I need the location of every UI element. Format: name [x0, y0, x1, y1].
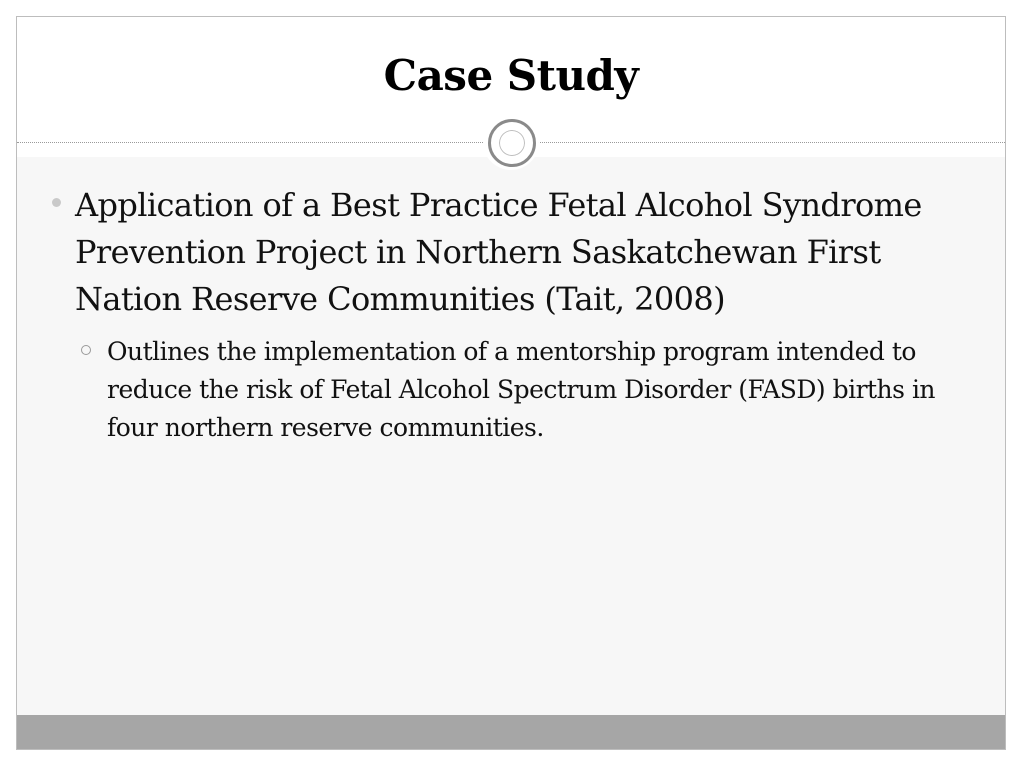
sub-list-item: [47, 333, 987, 447]
ring-inner: [496, 127, 528, 159]
list-item: [47, 182, 987, 323]
ring-outer: [488, 119, 536, 167]
hollow-circle-bullet-icon: [81, 345, 91, 355]
bullet-list: [47, 182, 987, 447]
slide: [16, 16, 1006, 750]
slide-title: Case Study: [383, 51, 639, 100]
bullet-text: Application of a Best Practice Fetal Alcohol Syndrome Prevention Project in Northern Saskatchewan First Nation Reserve Communities (Tait, 2008): [75, 186, 922, 318]
bullet-dot-icon: [52, 198, 61, 207]
circle-ring-icon: [483, 114, 539, 170]
footer-bar: [17, 715, 1005, 749]
sub-bullet-text: Outlines the implementation of a mentorship program intended to reduce the risk of Fetal Alcohol Spectrum Disorder (FASD) births in four northern reserve communities.: [107, 337, 936, 442]
